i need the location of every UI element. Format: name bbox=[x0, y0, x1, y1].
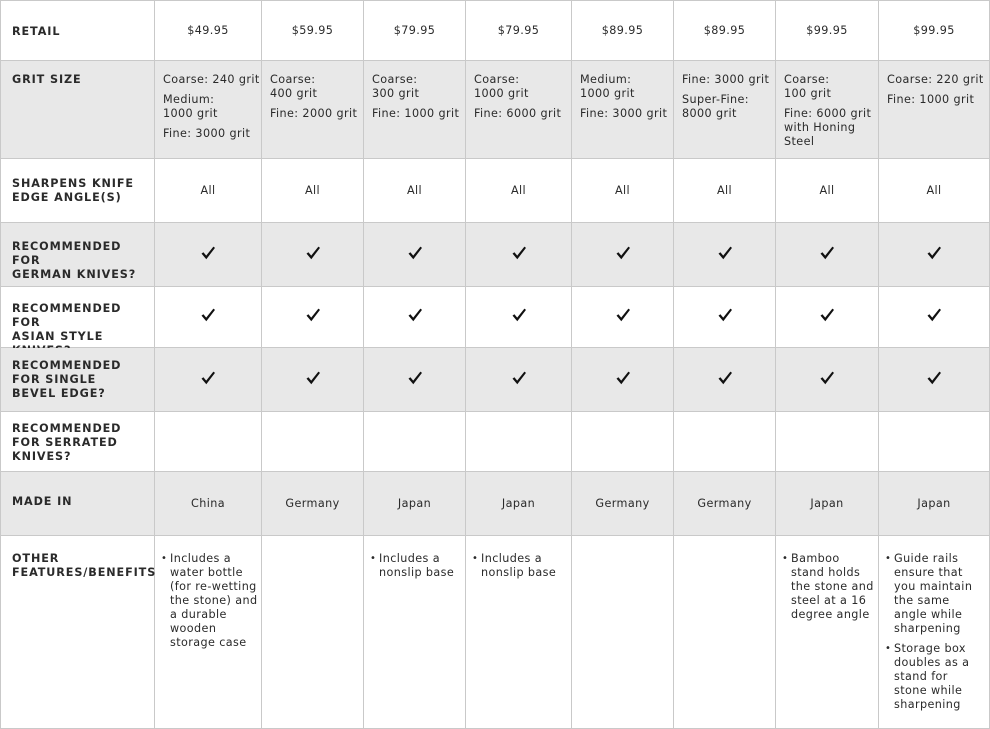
table-row-other bbox=[0, 536, 990, 729]
cell-serrated-product-1 bbox=[155, 412, 262, 472]
checkmark-icon bbox=[407, 245, 423, 265]
checkmark-icon bbox=[615, 245, 631, 265]
feature-bullet bbox=[472, 552, 567, 580]
cell-angle-product-6 bbox=[674, 159, 776, 223]
angle-value: All bbox=[716, 183, 733, 197]
retail-value: $89.95 bbox=[703, 23, 746, 37]
grit-entry bbox=[682, 93, 773, 121]
row-label-line: EDGE ANGLE(S) bbox=[12, 191, 122, 204]
feature-line: stone while bbox=[894, 684, 963, 697]
grit-entry bbox=[372, 107, 463, 121]
grit-line: 8000 grit bbox=[682, 107, 737, 120]
feature-line: (for re-wetting bbox=[170, 580, 257, 593]
table-row-retail bbox=[0, 0, 990, 61]
cell-german-product-2 bbox=[262, 223, 364, 287]
row-label-line: KNIVES? bbox=[12, 450, 72, 463]
cell-bevel-product-8 bbox=[879, 348, 990, 412]
cell-bevel-product-7 bbox=[776, 348, 879, 412]
feature-text bbox=[481, 552, 556, 580]
cell-grit-product-8 bbox=[879, 61, 990, 159]
retail-value: $49.95 bbox=[187, 23, 229, 37]
checkmark-icon bbox=[926, 370, 942, 390]
feature-text bbox=[791, 552, 874, 622]
grit-entry bbox=[580, 107, 671, 121]
cell-german-product-5 bbox=[572, 223, 674, 287]
checkmark-icon bbox=[200, 370, 216, 390]
grit-line: Fine: 6000 grit bbox=[784, 107, 872, 120]
feature-line: a durable bbox=[170, 608, 227, 621]
grit-entry bbox=[887, 73, 987, 87]
cell-serrated-product-4 bbox=[466, 412, 572, 472]
row-label-line: OTHER bbox=[12, 552, 60, 565]
cell-other-product-7 bbox=[776, 536, 879, 729]
cell-grit-product-3 bbox=[364, 61, 466, 159]
feature-bullet bbox=[885, 642, 985, 712]
feature-line: Includes a bbox=[170, 552, 231, 565]
row-label-grit bbox=[0, 61, 155, 159]
cell-serrated-product-7 bbox=[776, 412, 879, 472]
cell-bevel-product-1 bbox=[155, 348, 262, 412]
cell-retail-product-4 bbox=[466, 0, 572, 61]
feature-line: sharpening bbox=[894, 622, 961, 635]
cell-asian-product-3 bbox=[364, 287, 466, 348]
row-label-line: BEVEL EDGE? bbox=[12, 387, 106, 400]
row-label-bevel bbox=[0, 348, 155, 412]
cell-serrated-product-6 bbox=[674, 412, 776, 472]
grit-entry bbox=[372, 73, 463, 101]
feature-line: the stone) and bbox=[170, 594, 258, 607]
grit-line: Fine: 2000 grit bbox=[270, 107, 358, 120]
angle-value: All bbox=[926, 183, 942, 197]
cell-angle-product-1 bbox=[155, 159, 262, 223]
made-value: Germany bbox=[595, 496, 650, 510]
cell-made-product-5 bbox=[572, 472, 674, 536]
angle-value: All bbox=[304, 183, 321, 197]
row-label-line: GERMAN KNIVES? bbox=[12, 268, 137, 281]
cell-serrated-product-3 bbox=[364, 412, 466, 472]
cell-serrated-product-5 bbox=[572, 412, 674, 472]
cell-made-product-2 bbox=[262, 472, 364, 536]
feature-line: nonslip base bbox=[379, 566, 455, 579]
bullet-dot: • bbox=[885, 643, 892, 654]
cell-retail-product-6 bbox=[674, 0, 776, 61]
cell-german-product-3 bbox=[364, 223, 466, 287]
feature-line: Includes a bbox=[379, 552, 440, 565]
cell-german-product-4 bbox=[466, 223, 572, 287]
cell-german-product-7 bbox=[776, 223, 879, 287]
checkmark-icon bbox=[926, 307, 942, 327]
table-row-angle bbox=[0, 159, 990, 223]
cell-bevel-product-3 bbox=[364, 348, 466, 412]
cell-bevel-product-5 bbox=[572, 348, 674, 412]
cell-other-product-4 bbox=[466, 536, 572, 729]
checkmark-icon bbox=[717, 245, 733, 265]
grit-line: Fine: 3000 grit bbox=[580, 107, 668, 120]
checkmark-icon bbox=[615, 307, 631, 327]
cell-german-product-1 bbox=[155, 223, 262, 287]
grit-line: Fine: 6000 grit bbox=[474, 107, 562, 120]
cell-bevel-product-6 bbox=[674, 348, 776, 412]
cell-retail-product-1 bbox=[155, 0, 262, 61]
grit-line: Coarse: 240 grit bbox=[163, 73, 260, 86]
cell-angle-product-4 bbox=[466, 159, 572, 223]
cell-asian-product-5 bbox=[572, 287, 674, 348]
grit-entry bbox=[682, 73, 773, 87]
cell-asian-product-4 bbox=[466, 287, 572, 348]
table-row-grit bbox=[0, 61, 990, 159]
row-label-german bbox=[0, 223, 155, 287]
feature-bullet bbox=[782, 552, 874, 622]
cell-asian-product-7 bbox=[776, 287, 879, 348]
cell-made-product-4 bbox=[466, 472, 572, 536]
angle-value: All bbox=[614, 183, 631, 197]
feature-bullet bbox=[885, 552, 985, 636]
grit-entry bbox=[163, 93, 259, 121]
feature-line: nonslip base bbox=[481, 566, 557, 579]
table-row-made bbox=[0, 472, 990, 536]
cell-grit-product-2 bbox=[262, 61, 364, 159]
checkmark-icon bbox=[511, 370, 527, 390]
cell-angle-product-3 bbox=[364, 159, 466, 223]
cell-serrated-product-8 bbox=[879, 412, 990, 472]
cell-angle-product-8 bbox=[879, 159, 990, 223]
grit-line: 1000 grit bbox=[163, 107, 218, 120]
made-value: Japan bbox=[917, 496, 951, 510]
cell-german-product-6 bbox=[674, 223, 776, 287]
cell-german-product-8 bbox=[879, 223, 990, 287]
retail-value: $89.95 bbox=[601, 23, 644, 37]
row-label-line: FOR SERRATED bbox=[12, 436, 118, 449]
angle-value: All bbox=[406, 183, 423, 197]
grit-line: Coarse: 220 grit bbox=[887, 73, 984, 86]
row-label-line: ASIAN STYLE bbox=[12, 330, 104, 343]
grit-line: Coarse: bbox=[270, 73, 316, 86]
checkmark-icon bbox=[926, 245, 942, 265]
checkmark-icon bbox=[819, 370, 835, 390]
checkmark-icon bbox=[305, 370, 321, 390]
retail-value: $79.95 bbox=[497, 23, 540, 37]
cell-asian-product-1 bbox=[155, 287, 262, 348]
feature-text bbox=[379, 552, 454, 580]
checkmark-icon bbox=[717, 307, 733, 327]
table-row-asian bbox=[0, 287, 990, 348]
cell-made-product-7 bbox=[776, 472, 879, 536]
grit-line: 1000 grit bbox=[580, 87, 635, 100]
cell-asian-product-6 bbox=[674, 287, 776, 348]
angle-value: All bbox=[510, 183, 527, 197]
row-label-line: GRIT SIZE bbox=[12, 73, 82, 86]
grit-line: Medium: bbox=[163, 93, 215, 106]
feature-line: ensure that bbox=[894, 566, 963, 579]
grit-line: Steel bbox=[784, 135, 815, 148]
table-row-serrated bbox=[0, 412, 990, 472]
grit-entry bbox=[887, 93, 987, 107]
row-label-line: RETAIL bbox=[12, 25, 61, 38]
cell-grit-product-6 bbox=[674, 61, 776, 159]
feature-line: stand holds bbox=[791, 566, 861, 579]
cell-asian-product-8 bbox=[879, 287, 990, 348]
feature-line: sharpening bbox=[894, 698, 961, 711]
checkmark-icon bbox=[615, 370, 631, 390]
row-label-line: SHARPENS KNIFE bbox=[12, 177, 134, 190]
grit-line: Coarse: bbox=[784, 73, 830, 86]
checkmark-icon bbox=[407, 370, 423, 390]
row-label-line: RECOMMENDED bbox=[12, 359, 122, 372]
grit-entry bbox=[580, 73, 671, 101]
cell-angle-product-5 bbox=[572, 159, 674, 223]
grit-line: with Honing bbox=[784, 121, 856, 134]
cell-other-product-2 bbox=[262, 536, 364, 729]
cell-made-product-6 bbox=[674, 472, 776, 536]
made-value: Germany bbox=[697, 496, 752, 510]
feature-line: wooden bbox=[170, 622, 217, 635]
cell-bevel-product-2 bbox=[262, 348, 364, 412]
feature-line: doubles as a bbox=[894, 656, 970, 669]
table-row-german bbox=[0, 223, 990, 287]
cell-other-product-8 bbox=[879, 536, 990, 729]
feature-line: you maintain bbox=[894, 580, 973, 593]
cell-made-product-1 bbox=[155, 472, 262, 536]
feature-line: steel at a 16 bbox=[791, 594, 867, 607]
cell-grit-product-1 bbox=[155, 61, 262, 159]
checkmark-icon bbox=[819, 307, 835, 327]
feature-text bbox=[894, 552, 972, 636]
retail-value: $79.95 bbox=[393, 23, 436, 37]
cell-grit-product-7 bbox=[776, 61, 879, 159]
bullet-dot: • bbox=[782, 553, 789, 564]
cell-asian-product-2 bbox=[262, 287, 364, 348]
cell-retail-product-5 bbox=[572, 0, 674, 61]
grit-line: Super-Fine: bbox=[682, 93, 749, 106]
cell-retail-product-2 bbox=[262, 0, 364, 61]
row-label-made bbox=[0, 472, 155, 536]
grit-line: 1000 grit bbox=[474, 87, 529, 100]
cell-made-product-8 bbox=[879, 472, 990, 536]
feature-line: angle while bbox=[894, 608, 963, 621]
feature-bullet bbox=[370, 552, 461, 580]
row-label-line: RECOMMENDED bbox=[12, 422, 122, 435]
feature-text bbox=[894, 642, 969, 712]
retail-value: $59.95 bbox=[291, 23, 334, 37]
grit-entry bbox=[784, 73, 876, 101]
cell-made-product-3 bbox=[364, 472, 466, 536]
row-label-line: RECOMMENDED FOR bbox=[12, 240, 122, 267]
bullet-dot: • bbox=[161, 553, 168, 564]
cell-retail-product-8 bbox=[879, 0, 990, 61]
cell-retail-product-7 bbox=[776, 0, 879, 61]
grit-entry bbox=[474, 107, 569, 121]
grit-line: 300 grit bbox=[372, 87, 420, 100]
grit-line: Medium: bbox=[580, 73, 632, 86]
row-label-serrated bbox=[0, 412, 155, 472]
grit-line: Fine: 3000 grit bbox=[163, 127, 251, 140]
bullet-dot: • bbox=[472, 553, 479, 564]
checkmark-icon bbox=[407, 307, 423, 327]
grit-line: Fine: 1000 grit bbox=[887, 93, 975, 106]
feature-bullet bbox=[161, 552, 257, 650]
checkmark-icon bbox=[305, 245, 321, 265]
feature-line: the same bbox=[894, 594, 950, 607]
checkmark-icon bbox=[717, 370, 733, 390]
cell-serrated-product-2 bbox=[262, 412, 364, 472]
row-label-asian bbox=[0, 287, 155, 348]
checkmark-icon bbox=[305, 307, 321, 327]
grit-line: Fine: 3000 grit bbox=[682, 73, 770, 86]
feature-line: Storage box bbox=[894, 642, 966, 655]
row-label-other bbox=[0, 536, 155, 729]
cell-retail-product-3 bbox=[364, 0, 466, 61]
grit-line: Fine: 1000 grit bbox=[372, 107, 460, 120]
row-label-line: RECOMMENDED FOR bbox=[12, 302, 122, 329]
grit-entry bbox=[270, 73, 361, 101]
angle-value: All bbox=[200, 183, 216, 197]
feature-line: the stone and bbox=[791, 580, 874, 593]
feature-line: Bamboo bbox=[791, 552, 840, 565]
made-value: Japan bbox=[501, 496, 536, 510]
bullet-dot: • bbox=[370, 553, 377, 564]
retail-value: $99.95 bbox=[806, 23, 848, 37]
cell-grit-product-4 bbox=[466, 61, 572, 159]
grit-entry bbox=[784, 107, 876, 149]
bullet-dot: • bbox=[885, 553, 892, 564]
angle-value: All bbox=[819, 183, 835, 197]
row-label-line: FEATURES/BENEFITS bbox=[12, 566, 157, 579]
row-label-line: FOR SINGLE bbox=[12, 373, 97, 386]
checkmark-icon bbox=[511, 245, 527, 265]
feature-line: stand for bbox=[894, 670, 948, 683]
row-label-retail bbox=[0, 0, 155, 61]
feature-line: Includes a bbox=[481, 552, 542, 565]
feature-line: Guide rails bbox=[894, 552, 959, 565]
grit-line: 400 grit bbox=[270, 87, 318, 100]
cell-other-product-5 bbox=[572, 536, 674, 729]
grit-entry bbox=[270, 107, 361, 121]
cell-other-product-1 bbox=[155, 536, 262, 729]
feature-line: degree angle bbox=[791, 608, 870, 621]
grit-entry bbox=[474, 73, 569, 101]
table-row-bevel bbox=[0, 348, 990, 412]
feature-line: storage case bbox=[170, 636, 247, 649]
cell-other-product-3 bbox=[364, 536, 466, 729]
made-value: China bbox=[191, 496, 225, 510]
cell-bevel-product-4 bbox=[466, 348, 572, 412]
row-label-line: MADE IN bbox=[12, 495, 73, 508]
row-label-angle bbox=[0, 159, 155, 223]
grit-line: Coarse: bbox=[372, 73, 418, 86]
cell-other-product-6 bbox=[674, 536, 776, 729]
cell-grit-product-5 bbox=[572, 61, 674, 159]
checkmark-icon bbox=[200, 245, 216, 265]
checkmark-icon bbox=[819, 245, 835, 265]
retail-value: $99.95 bbox=[913, 23, 955, 37]
grit-entry bbox=[163, 127, 259, 141]
cell-angle-product-7 bbox=[776, 159, 879, 223]
made-value: Japan bbox=[810, 496, 844, 510]
made-value: Germany bbox=[285, 496, 340, 510]
cell-angle-product-2 bbox=[262, 159, 364, 223]
grit-entry bbox=[163, 73, 259, 87]
checkmark-icon bbox=[200, 307, 216, 327]
grit-line: Coarse: bbox=[474, 73, 520, 86]
made-value: Japan bbox=[397, 496, 432, 510]
feature-line: water bottle bbox=[170, 566, 243, 579]
checkmark-icon bbox=[511, 307, 527, 327]
feature-text bbox=[170, 552, 258, 650]
grit-line: 100 grit bbox=[784, 87, 832, 100]
